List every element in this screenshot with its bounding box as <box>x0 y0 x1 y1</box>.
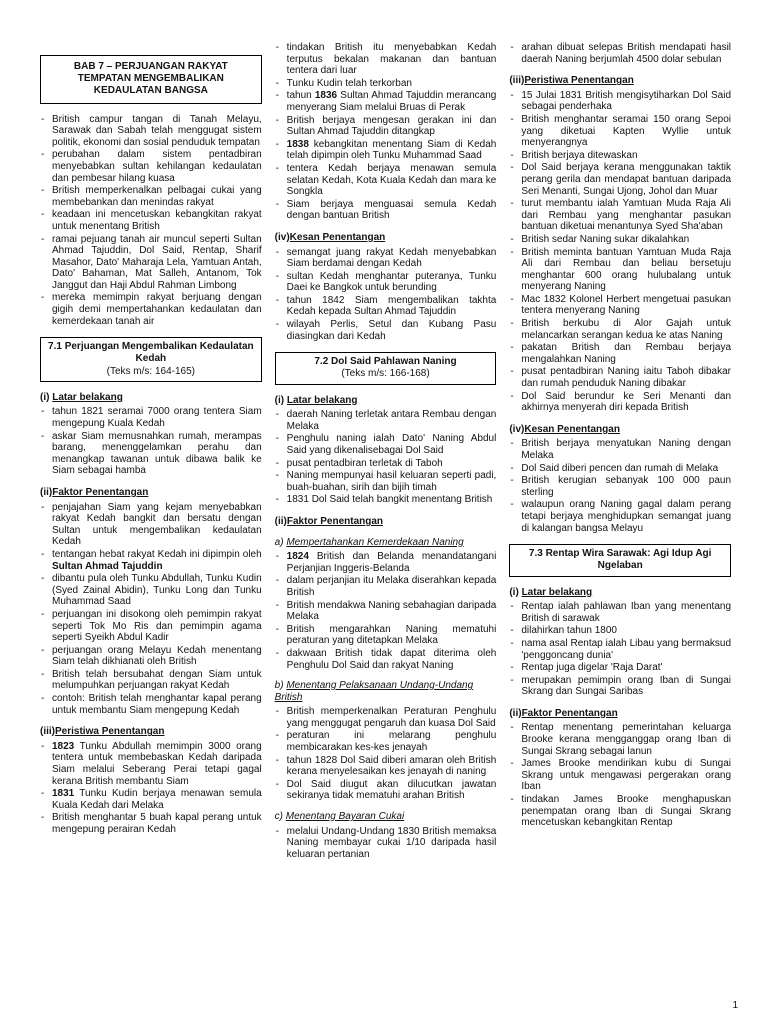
bullet-text: nama asal Rentap ialah Libau yang bermaksud 'penggoncang dunia' <box>521 637 732 661</box>
section-heading <box>40 392 262 404</box>
bullet-item <box>40 406 262 429</box>
bullet-text: British berjaya mengesan gerakan ini dan Sultan Ahmad Tajuddin ditangkap <box>286 114 497 138</box>
bullet-text: British memperkenalkan pelbagai cukai yang membebankan dan menindas rakyat <box>52 185 262 208</box>
bullet-item <box>40 209 262 232</box>
subsection-heading <box>275 537 497 549</box>
heading-label: Faktor Penentangan <box>286 515 384 527</box>
bullet-marker: - <box>510 162 514 174</box>
heading-prefix: (i) <box>40 391 53 403</box>
bullet-item <box>275 730 497 753</box>
bullet-marker: - <box>510 293 514 305</box>
bullet-text: 1831 Dol Said telah bangkit menentang British <box>286 494 493 506</box>
bullet-marker: - <box>510 113 514 125</box>
bullet-list <box>275 706 497 802</box>
subheading-prefix: c) <box>274 811 286 823</box>
subheading-label: Menentang Bayaran Cukai <box>285 811 405 823</box>
bullet-text: tentera Kedah berjaya menawan semula selatan Kedah, Kota Kuala Kedah dan mara ke Songkla <box>286 162 497 198</box>
bullet-item <box>275 624 497 647</box>
bullet-text: walaupun orang Naning gagal dalam perang tetapi berjaya menghidupkan semangat juang di kalangan bangsa Melayu <box>521 499 732 534</box>
bullet-item <box>40 292 262 327</box>
section-title-box <box>275 352 497 384</box>
bullet-text: perjuangan orang Melayu Kedah menentang Siam telah dikhianati oleh British <box>52 644 262 668</box>
bullet-item <box>509 162 731 197</box>
bullet-item <box>40 693 262 716</box>
bullet-marker: - <box>510 366 514 378</box>
bullet-marker: - <box>275 647 280 659</box>
bullet-text: James Brooke mendirikan kubu di Sungai Skrang untuk mengawasi pergerakan orang Iban <box>521 758 732 793</box>
bullet-text: British berjaya menyatukan Naning dengan Melaka <box>521 438 732 461</box>
bullet-text: pusat pentadbiran Naning iaitu Taboh dibakar dan rumah penduduk Naning dibakar <box>521 366 732 390</box>
bullet-list <box>40 114 262 328</box>
bullet-marker: - <box>275 599 280 611</box>
bold-text: 1831 <box>52 788 75 800</box>
bullet-text: Rentap ialah pahlawan Iban yang menentang British di sarawak <box>521 601 732 624</box>
bullet-item <box>275 163 497 198</box>
heading-label: Faktor Penentangan <box>521 707 618 719</box>
bullet-text: perjuangan ini disokong oleh pemimpin rakyat seperti Tok Mo Ris dan pemimpin agama seperti Syeikh Abdul Kadir <box>52 608 262 644</box>
bullet-marker: - <box>510 475 514 487</box>
bullet-item <box>275 90 497 113</box>
bullet-item <box>275 42 497 77</box>
bullet-list <box>509 42 731 65</box>
bullet-item <box>509 722 731 757</box>
bullet-text: semangat juang rakyat Kedah menyebabkan Siam berdamai dengan Kedah <box>286 246 497 270</box>
bullet-text: 1838 kebangkitan menentang Siam di Kedah telah dipimpin oleh Tunku Muhammad Saad <box>286 138 497 162</box>
chapter-title-line: TEMPATAN MENGEMBALIKAN <box>77 73 224 85</box>
heading-prefix: (i) <box>274 394 287 406</box>
bullet-item <box>509 638 731 661</box>
bullet-text: dilahirkan tahun 1800 <box>521 625 617 637</box>
bullet-item <box>275 458 497 470</box>
bullet-item <box>275 648 497 671</box>
bullet-marker: - <box>275 706 280 718</box>
bullet-marker: - <box>510 390 514 402</box>
bullet-item <box>40 812 262 835</box>
bullet-item <box>509 150 731 162</box>
bullet-text: pakatan British dan Rembau berjaya mengalahkan Naning <box>521 342 732 365</box>
bullet-marker: - <box>275 825 280 837</box>
bullet-marker: - <box>41 740 45 752</box>
bullet-marker: - <box>41 406 45 418</box>
bullet-item <box>275 470 497 493</box>
bullet-text: wilayah Perlis, Setul dan Kubang Pasu diasingkan dari Kedah <box>286 319 497 342</box>
bullet-item <box>40 114 262 149</box>
bullet-marker: - <box>510 722 514 734</box>
bullet-list <box>509 601 731 698</box>
bullet-marker: - <box>41 430 45 442</box>
bullet-text: arahan dibuat selepas British mendapati hasil daerah Naning berjumlah 4500 dolar sebulan <box>521 42 732 65</box>
heading-prefix: (i) <box>509 586 522 598</box>
bullet-text: British campur tangan di Tanah Melayu, Sarawak dan Sabah telah menggugat sistem politik, ekonomi dan sosial penduduk tempatan <box>52 113 262 148</box>
bullet-text: 1831 Tunku Kudin berjaya menawan semula Kuala Kedah dari Melaka <box>52 788 262 811</box>
bullet-text: tindakan British itu menyebabkan Kedah terputus bekalan makanan dan bantuan tentera dari luar <box>286 42 497 77</box>
bullet-text: sultan Kedah menghantar puteranya, Tunku Daei ke Bangkok untuk berunding <box>286 270 497 294</box>
bullet-text: British telah bersubahat dengan Siam untuk melumpuhkan perjuangan rakyat Kedah <box>52 668 262 692</box>
section-title: 7.3 Rentap Wira Sarawak: Agi Idup Agi Ngelaban <box>528 548 712 572</box>
bullet-item <box>40 788 262 811</box>
bullet-marker: - <box>275 730 280 742</box>
subsection-heading <box>275 680 497 703</box>
bullet-item <box>275 78 497 90</box>
section-title-box <box>509 544 731 576</box>
section-subtitle: (Teks m/s: 164-165) <box>106 365 196 377</box>
section-title: 7.2 Dol Said Pahlawan Naning <box>314 356 457 368</box>
section-heading <box>40 487 262 499</box>
bullet-list <box>40 741 262 836</box>
heading-prefix: (ii) <box>509 707 522 719</box>
bullet-marker: - <box>275 575 280 587</box>
heading-label: Kesan Penentangan <box>524 423 620 435</box>
bullet-marker: - <box>510 149 514 161</box>
bullet-text: Siam berjaya menguasai semula Kedah dengan bantuan British <box>286 198 497 222</box>
bullet-item <box>509 475 731 498</box>
bullet-text: Mac 1832 Kolonel Herbert mengetuai pasukan tentera menyerang Naning <box>521 293 732 317</box>
bullet-marker: - <box>41 149 45 161</box>
bullet-item <box>275 199 497 222</box>
bullet-marker: - <box>41 788 45 800</box>
bullet-item <box>275 247 497 270</box>
bullet-item <box>275 826 497 861</box>
bullet-text: Dol Said diugut akan dilucutkan jawatan sekiranya tidak mematuhi arahan British <box>286 778 497 802</box>
bullet-text: tahun 1828 Dol Said diberi amaran oleh British kerana menyelesaikan kes jenayah di naning <box>286 754 497 778</box>
heading-prefix: (iv) <box>509 423 525 435</box>
bullet-text: British berjaya ditewaskan <box>521 149 638 161</box>
heading-label: Kesan Penentangan <box>289 231 386 243</box>
bullet-text: tahun 1842 Siam mengembalikan takhta Kedah kepada Sultan Ahmad Tajuddin <box>286 294 497 318</box>
heading-label: Latar belakang <box>286 394 358 406</box>
bullet-text: perubahan dalam sistem pentadbiran menyebabkan sultan kehilangan kedaulatan dan pembesar hilang kuasa <box>52 149 262 184</box>
section-heading <box>509 75 731 87</box>
bullet-text: British mendakwa Naning sebahagian daripada Melaka <box>286 599 497 623</box>
bullet-item <box>275 433 497 456</box>
bullet-item <box>40 185 262 208</box>
bullet-marker: - <box>510 625 514 637</box>
column-3 <box>509 42 731 831</box>
bullet-text: British mengarahkan Naning mematuhi peraturan yang ditetapkan Melaka <box>286 623 497 647</box>
bullet-item <box>275 409 497 432</box>
bullet-text: tahun 1821 seramai 7000 orang tentera Siam mengepung Kuala Kedah <box>52 406 262 429</box>
bullet-text: 1824 British dan Belanda menandatangani Perjanjian Inggeris-Belanda <box>286 551 497 574</box>
bullet-item <box>40 645 262 668</box>
heading-prefix: (iii) <box>40 726 55 738</box>
bullet-text: dibantu pula oleh Tunku Abdullah, Tunku Kudin (Syed Zainal Abidin), Tunku Long dan Tunku Muhammad Saad <box>52 573 262 608</box>
bullet-text: merupakan pemimpin orang Iban di Sungai Skrang dan Sungai Saribas <box>521 674 732 698</box>
section-heading <box>275 516 497 528</box>
bullet-item <box>509 438 731 461</box>
section-title-box <box>40 337 262 382</box>
bullet-marker: - <box>510 233 514 245</box>
bullet-marker: - <box>510 499 514 511</box>
bullet-text: tahun 1836 Sultan Ahmad Tajuddin merancang menyerang Siam melalui Bruas di Perak <box>286 90 497 113</box>
bullet-item <box>40 234 262 292</box>
bullet-marker: - <box>510 438 514 450</box>
bullet-marker: - <box>275 457 280 469</box>
bullet-list <box>275 551 497 671</box>
bullet-marker: - <box>275 77 280 89</box>
heading-label: Faktor Penentangan <box>52 486 149 498</box>
bullet-marker: - <box>41 608 45 620</box>
bullet-marker: - <box>510 42 514 53</box>
bullet-item <box>509 198 731 233</box>
bullet-item <box>40 609 262 644</box>
bullet-item <box>509 391 731 414</box>
bullet-item <box>40 573 262 608</box>
bullet-marker: - <box>41 548 45 560</box>
bullet-marker: - <box>275 198 280 210</box>
bullet-item <box>40 669 262 692</box>
bullet-item <box>509 342 731 365</box>
bullet-text: ramai pejuang tanah air muncul seperti Sultan Ahmad Tajuddin, Dol Said, Rentap, Sharif Masahor, Dato' Maharaja Lela, Yamtuan Antah, Dato' Bahaman, Mat Salleh, Antanom, Tok Janggut dan Haji Abdul Rahman Limbong <box>52 233 262 291</box>
section-subtitle: (Teks m/s: 166-168) <box>341 368 430 380</box>
bullet-text: dalam perjanjian itu Melaka diserahkan kepada British <box>286 575 497 598</box>
subheading-prefix: a) <box>274 536 287 548</box>
bullet-marker: - <box>41 233 45 245</box>
bullet-item <box>40 741 262 787</box>
bullet-item <box>509 675 731 698</box>
bullet-item <box>40 549 262 572</box>
subheading-label: Menentang Pelaksanaan Undang-Undang British <box>274 680 474 703</box>
bullet-marker: - <box>275 294 280 306</box>
bullet-marker: - <box>41 693 45 705</box>
bullet-text: British berkubu di Alor Gajah untuk melancarkan serangan kedua ke atas Naning <box>521 318 732 341</box>
heading-prefix: (iv) <box>274 231 290 243</box>
bullet-item <box>275 755 497 778</box>
subheading-prefix: b) <box>274 680 287 692</box>
bullet-item <box>509 758 731 793</box>
bullet-text: melalui Undang-Undang 1830 British memaksa Naning membayar cukai 1/10 daripada hasil keluaran pertanian <box>286 825 497 860</box>
heading-prefix: (ii) <box>40 486 53 498</box>
bullet-item <box>275 779 497 802</box>
bullet-text: Dol Said berjaya kerana menggunakan taktik perang gerila dan mendapat bantuan daripada Seri Menanti, Sungai Ujong, Johol dan Muar <box>521 162 732 197</box>
bullet-text: tentangan hebat rakyat Kedah ini dipimpin oleh Sultan Ahmad Tajuddin <box>52 548 262 572</box>
bullet-text: contoh: British telah menghantar kapal perang untuk membantu Siam mengepung Kedah <box>52 693 262 716</box>
section-heading <box>509 587 731 599</box>
bullet-marker: - <box>510 674 514 686</box>
heading-label: Peristiwa Penentangan <box>524 75 634 87</box>
section-title: 7.1 Perjuangan Mengembalikan Kedaulatan Kedah <box>48 341 254 365</box>
bullet-marker: - <box>510 89 514 101</box>
bullet-marker: - <box>41 668 45 680</box>
heading-prefix: (ii) <box>274 515 287 527</box>
bullet-marker: - <box>510 794 514 806</box>
section-heading <box>275 232 497 244</box>
bullet-text: daerah Naning terletak antara Rembau dengan Melaka <box>286 409 497 432</box>
bullet-item <box>509 499 731 534</box>
bullet-marker: - <box>275 270 280 282</box>
bullet-text: peraturan ini melarang penghulu membicarakan kes-kes jenayah <box>286 730 497 754</box>
bullet-text: Rentap juga digelar 'Raja Darat' <box>521 662 663 674</box>
bullet-item <box>275 295 497 318</box>
bullet-item <box>275 706 497 729</box>
bullet-text: British menghantar 5 buah kapal perang untuk mengepung perairan Kedah <box>52 812 262 835</box>
bold-text: 1836 <box>314 90 338 102</box>
bullet-text: mereka memimpin rakyat berjuang dengan gigih demi mempertahankan kedaulatan dan kemerdekaan tanah air <box>52 292 262 327</box>
bullet-marker: - <box>275 138 280 150</box>
bullet-list <box>509 722 731 828</box>
bullet-item <box>40 502 262 548</box>
bullet-item <box>509 247 731 293</box>
bullet-item <box>275 319 497 342</box>
bullet-item <box>509 234 731 246</box>
bullet-marker: - <box>275 433 280 445</box>
bold-text: 1838 <box>286 138 309 150</box>
bullet-text: 15 Julai 1831 British mengisytiharkan Dol Said sebagai penderhaka <box>521 89 732 113</box>
bullet-marker: - <box>510 342 514 354</box>
bullet-item <box>509 625 731 637</box>
chapter-title-line: KEDAULATAN BANGSA <box>93 85 208 97</box>
bullet-item <box>509 794 731 829</box>
bullet-item <box>509 294 731 317</box>
bullet-text: Dol Said berundur ke Seri Menanti dan akhirnya menyerah diri kepada British <box>521 390 732 414</box>
heading-prefix: (iii) <box>509 75 525 87</box>
bullet-item <box>40 431 262 477</box>
bullet-list <box>40 502 262 717</box>
bullet-text: askar Siam memusnahkan rumah, merampas barang, menenggelamkan perahu dan menangkap tawanan untuk dibawa balik ke Siam sebagai hamba <box>52 430 262 477</box>
bullet-marker: - <box>275 246 280 258</box>
subsection-heading <box>275 811 497 823</box>
bullet-item <box>275 575 497 598</box>
page-number: 1 <box>732 1000 738 1011</box>
bullet-item <box>275 139 497 162</box>
bullet-marker: - <box>510 662 514 674</box>
bullet-marker: - <box>275 90 280 102</box>
bold-text: Sultan Ahmad Tajuddin <box>52 560 163 572</box>
chapter-title-box <box>40 55 262 104</box>
bullet-list <box>275 42 497 222</box>
bullet-marker: - <box>275 42 280 53</box>
bold-text: 1824 <box>286 551 309 563</box>
bullet-item <box>509 114 731 149</box>
bullet-list <box>275 826 497 861</box>
bullet-marker: - <box>41 501 45 513</box>
bullet-item <box>275 494 497 506</box>
bullet-marker: - <box>275 551 280 563</box>
bullet-marker: - <box>510 758 514 770</box>
bullet-marker: - <box>41 292 45 304</box>
bullet-text: British kerugian sebanyak 100 000 paun sterling <box>521 475 732 498</box>
bullet-item <box>509 42 731 65</box>
bullet-text: keadaan ini mencetuskan kebangkitan rakyat untuk menentang British <box>52 209 262 232</box>
bullet-text: Naning mempunyai hasil keluaran seperti padi, buah-buahan, sirih dan bijih timah <box>286 470 497 493</box>
bullet-marker: - <box>510 246 514 258</box>
bullet-marker: - <box>275 470 280 482</box>
bullet-marker: - <box>275 778 280 790</box>
bold-text: 1823 <box>52 740 75 752</box>
bullet-item <box>509 662 731 674</box>
bullet-text: British memperkenalkan Peraturan Penghulu yang menggugat pengaruh dan kuasa Dol Said <box>286 706 497 729</box>
heading-label: Latar belakang <box>521 586 593 598</box>
bullet-item <box>509 601 731 624</box>
bullet-marker: - <box>41 209 45 221</box>
bullet-marker: - <box>510 637 514 649</box>
bullet-list <box>275 247 497 343</box>
bullet-list <box>40 406 262 477</box>
bullet-text: British sedar Naning sukar dikalahkan <box>521 233 690 245</box>
bullet-marker: - <box>275 114 280 126</box>
bullet-text: Dol Said diberi pencen dan rumah di Melaka <box>521 462 719 474</box>
heading-label: Peristiwa Penentangan <box>55 726 165 738</box>
bullet-marker: - <box>41 644 45 656</box>
bullet-text: pusat pentadbiran terletak di Taboh <box>286 457 443 469</box>
bullet-item <box>40 149 262 184</box>
column-2 <box>275 42 497 862</box>
bullet-text: Rentap menentang pemerintahan keluarga Brooke kerana mengganggap orang Iban di Sungai Skrang sebagai lanun <box>521 722 732 757</box>
bullet-text: tindakan James Brooke menghapuskan penempatan orang Iban di Sungai Skrang mencetuskan kebangkitan Rentap <box>521 794 732 829</box>
bullet-text: penjajahan Siam yang kejam menyebabkan rakyat Kedah bangkit dan bersatu dengan Sultan untuk mengembalikan kedaulatan Kedah <box>52 501 262 548</box>
bullet-item <box>275 551 497 574</box>
bullet-marker: - <box>275 162 280 174</box>
bullet-item <box>275 115 497 138</box>
chapter-title-line: BAB 7 – PERJUANGAN RAKYAT <box>73 61 228 72</box>
bullet-item <box>275 600 497 623</box>
bullet-marker: - <box>510 318 514 330</box>
bullet-item <box>509 90 731 113</box>
bullet-item <box>509 366 731 389</box>
bullet-text: dakwaan British tidak dapat diterima oleh Penghulu Dol Said dan rakyat Naning <box>286 647 497 671</box>
bullet-marker: - <box>275 754 280 766</box>
bullet-marker: - <box>275 409 280 421</box>
bullet-text: 1823 Tunku Abdullah memimpin 3000 orang tentera untuk membebaskan Kedah daripada Siam melalui Seberang Perai tetapi gagal kerana British membantu Siam <box>52 740 262 787</box>
bullet-list <box>275 409 497 506</box>
subheading-label: Mempertahankan Kemerdekaan Naning <box>286 536 464 548</box>
bullet-list <box>509 438 731 534</box>
bullet-text: Tunku Kudin telah terkorban <box>286 77 412 89</box>
bullet-text: British menghantar seramai 150 orang Sepoi yang diketuai Kapten Wyllie untuk menyerangnya <box>521 113 732 149</box>
bullet-marker: - <box>275 319 280 331</box>
bullet-item <box>275 271 497 294</box>
section-heading <box>509 708 731 720</box>
bullet-item <box>509 463 731 475</box>
bullet-marker: - <box>510 198 514 210</box>
bullet-item <box>509 318 731 341</box>
bullet-marker: - <box>510 601 514 613</box>
bullet-marker: - <box>41 812 45 824</box>
section-heading <box>275 395 497 407</box>
bullet-marker: - <box>41 185 45 197</box>
section-heading <box>40 726 262 738</box>
bullet-marker: - <box>41 573 45 585</box>
bullet-marker: - <box>275 623 280 635</box>
bullet-text: British meminta bantuan Yamtuan Muda Raja Ali dari Rembau dan beliau bersetuju menghantar 600 orang hulubalang untuk menyerang Naning <box>521 246 732 293</box>
bullet-text: Penghulu naning ialah Dato' Naning Abdul Said yang dikenalisebagai Dol Said <box>286 433 497 456</box>
column-1 <box>40 42 262 838</box>
bullet-marker: - <box>41 113 45 125</box>
bullet-text: turut membantu ialah Yamtuan Muda Raja Ali dari Rembau yang menghantar pasukan bantuan diketuai menantunya Syed Sha'aban <box>521 198 732 233</box>
bullet-list <box>509 90 731 414</box>
bullet-marker: - <box>275 494 280 506</box>
bullet-marker: - <box>510 462 514 474</box>
heading-label: Latar belakang <box>52 391 123 403</box>
section-heading <box>509 424 731 436</box>
